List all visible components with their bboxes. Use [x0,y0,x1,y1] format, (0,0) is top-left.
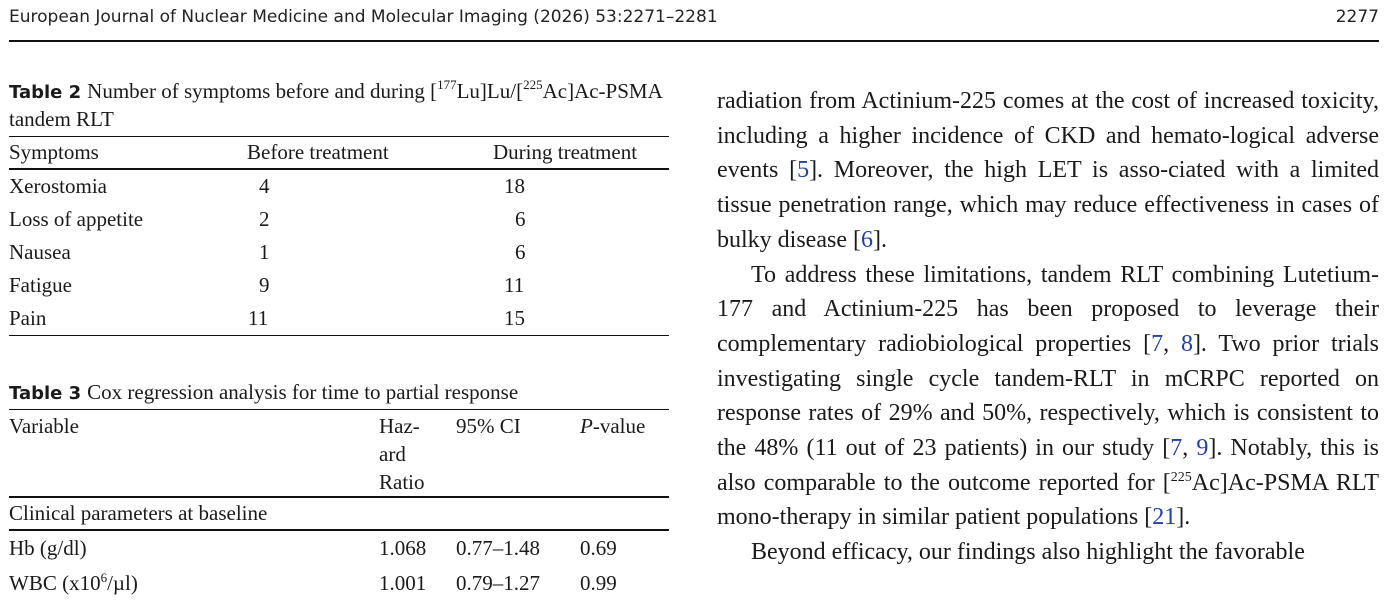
table3-caption: Table 3 Cox regression analysis for time to partial response [9,380,519,404]
p-value: 0.69 [580,536,617,560]
column-header: Variable [9,410,379,498]
table-header-row [9,410,669,498]
table-row [9,530,669,566]
table-row [9,236,669,269]
symptom-name: Pain [9,302,247,336]
page-number: 2277 [1335,7,1379,27]
section-label: Clinical parameters at baseline [9,497,669,530]
table-row [9,169,669,203]
table3-cox-regression [9,409,669,601]
symptom-name: Xerostomia [9,174,107,198]
count-during: 6 [515,207,526,231]
citation-link[interactable]: 9 [1196,435,1209,462]
count-before: 11 [247,302,493,336]
table-row [9,566,669,601]
citation-link[interactable]: 7 [1170,435,1183,462]
tables-column [9,78,669,601]
count-during: 6 [515,240,526,264]
table2-caption: Table 2 Number of symptoms before and during [$^{177}$Lu]Lu/[$^{225}$Ac]Ac-PSMA tandem RLT [9,77,662,131]
column-header: 95% CI [456,410,580,498]
column-header: Before treatment [247,137,493,170]
symptom-name: Nausea [9,240,71,264]
citation-link[interactable]: 8 [1180,330,1193,357]
table3-label: Table 3 [9,383,82,404]
citation-link[interactable]: 6 [860,226,873,253]
table-row [9,269,669,302]
count-before: 2 [259,207,270,231]
hazard-ratio: 1.068 [379,536,427,560]
citation-link[interactable]: 7 [1151,330,1164,357]
header-rule [9,40,1379,42]
body-text-column [717,84,1379,570]
table-header-row [9,137,669,170]
table-row [9,203,669,236]
count-during: 18 [504,174,525,198]
table-row [9,302,669,336]
count-before: 9 [259,273,270,297]
paragraph: Beyond efficacy, our findings also highlight the favorable [751,539,1305,566]
p-value: 0.99 [580,571,617,595]
section-row [9,497,669,530]
column-header: During treatment [493,137,669,170]
variable-name: WBC $(x10^6/\mu l)$ [9,570,138,595]
citation-link[interactable]: 21 [1152,504,1177,531]
hazard-ratio: 1.001 [379,571,427,595]
table2-symptoms [9,136,669,336]
symptom-name: Loss of appetite [9,207,144,231]
count-before: 4 [259,174,270,198]
count-during: 11 [504,273,525,297]
symptom-name: Fatigue [9,273,72,297]
column-header: Haz- ard Ratio [379,410,456,498]
count-before: 1 [259,240,270,264]
running-head [9,7,1379,31]
variable-name: Hb (g/dl) [9,536,87,560]
paragraph: To address these limitations, tandem RLT combining Lutetium-177 and Actinium-225 has been proposed to leverage their complementary radiobiological properties [7, 8]. Two prior trials investigating single cycle tandem-RLT in mCRPC reported on response rates of 29% and 50%, respectively, which is consistent to the 48% (11 out of 23 patients) in our study [7, 9]. Notably, this is also comparable to the outcome reported for [$^{225}$Ac]Ac-PSMA RLT mono-therapy in similar patient populations [21]. [717,261,1380,531]
column-header: P-value [580,410,669,498]
journal-citation: European Journal of Nuclear Medicine and Molecular Imaging (2026) 53:2271–2281 [9,7,718,27]
column-header: Symptoms [9,137,247,170]
citation-link[interactable]: 5 [797,157,810,184]
table2-label: Table 2 [9,82,82,103]
paragraph: radiation from Actinium-225 comes at the cost of increased toxicity, including a higher incidence of CKD and hemato-logical adverse events [5]. Moreover, the high LET is asso-ciated with a limited tissue penetration range, which may reduce effectiveness in cases of bulky disease [6]. [717,88,1379,253]
count-during: 15 [493,302,669,336]
confidence-interval: 0.79–1.27 [456,571,540,595]
confidence-interval: 0.77–1.48 [456,536,540,560]
